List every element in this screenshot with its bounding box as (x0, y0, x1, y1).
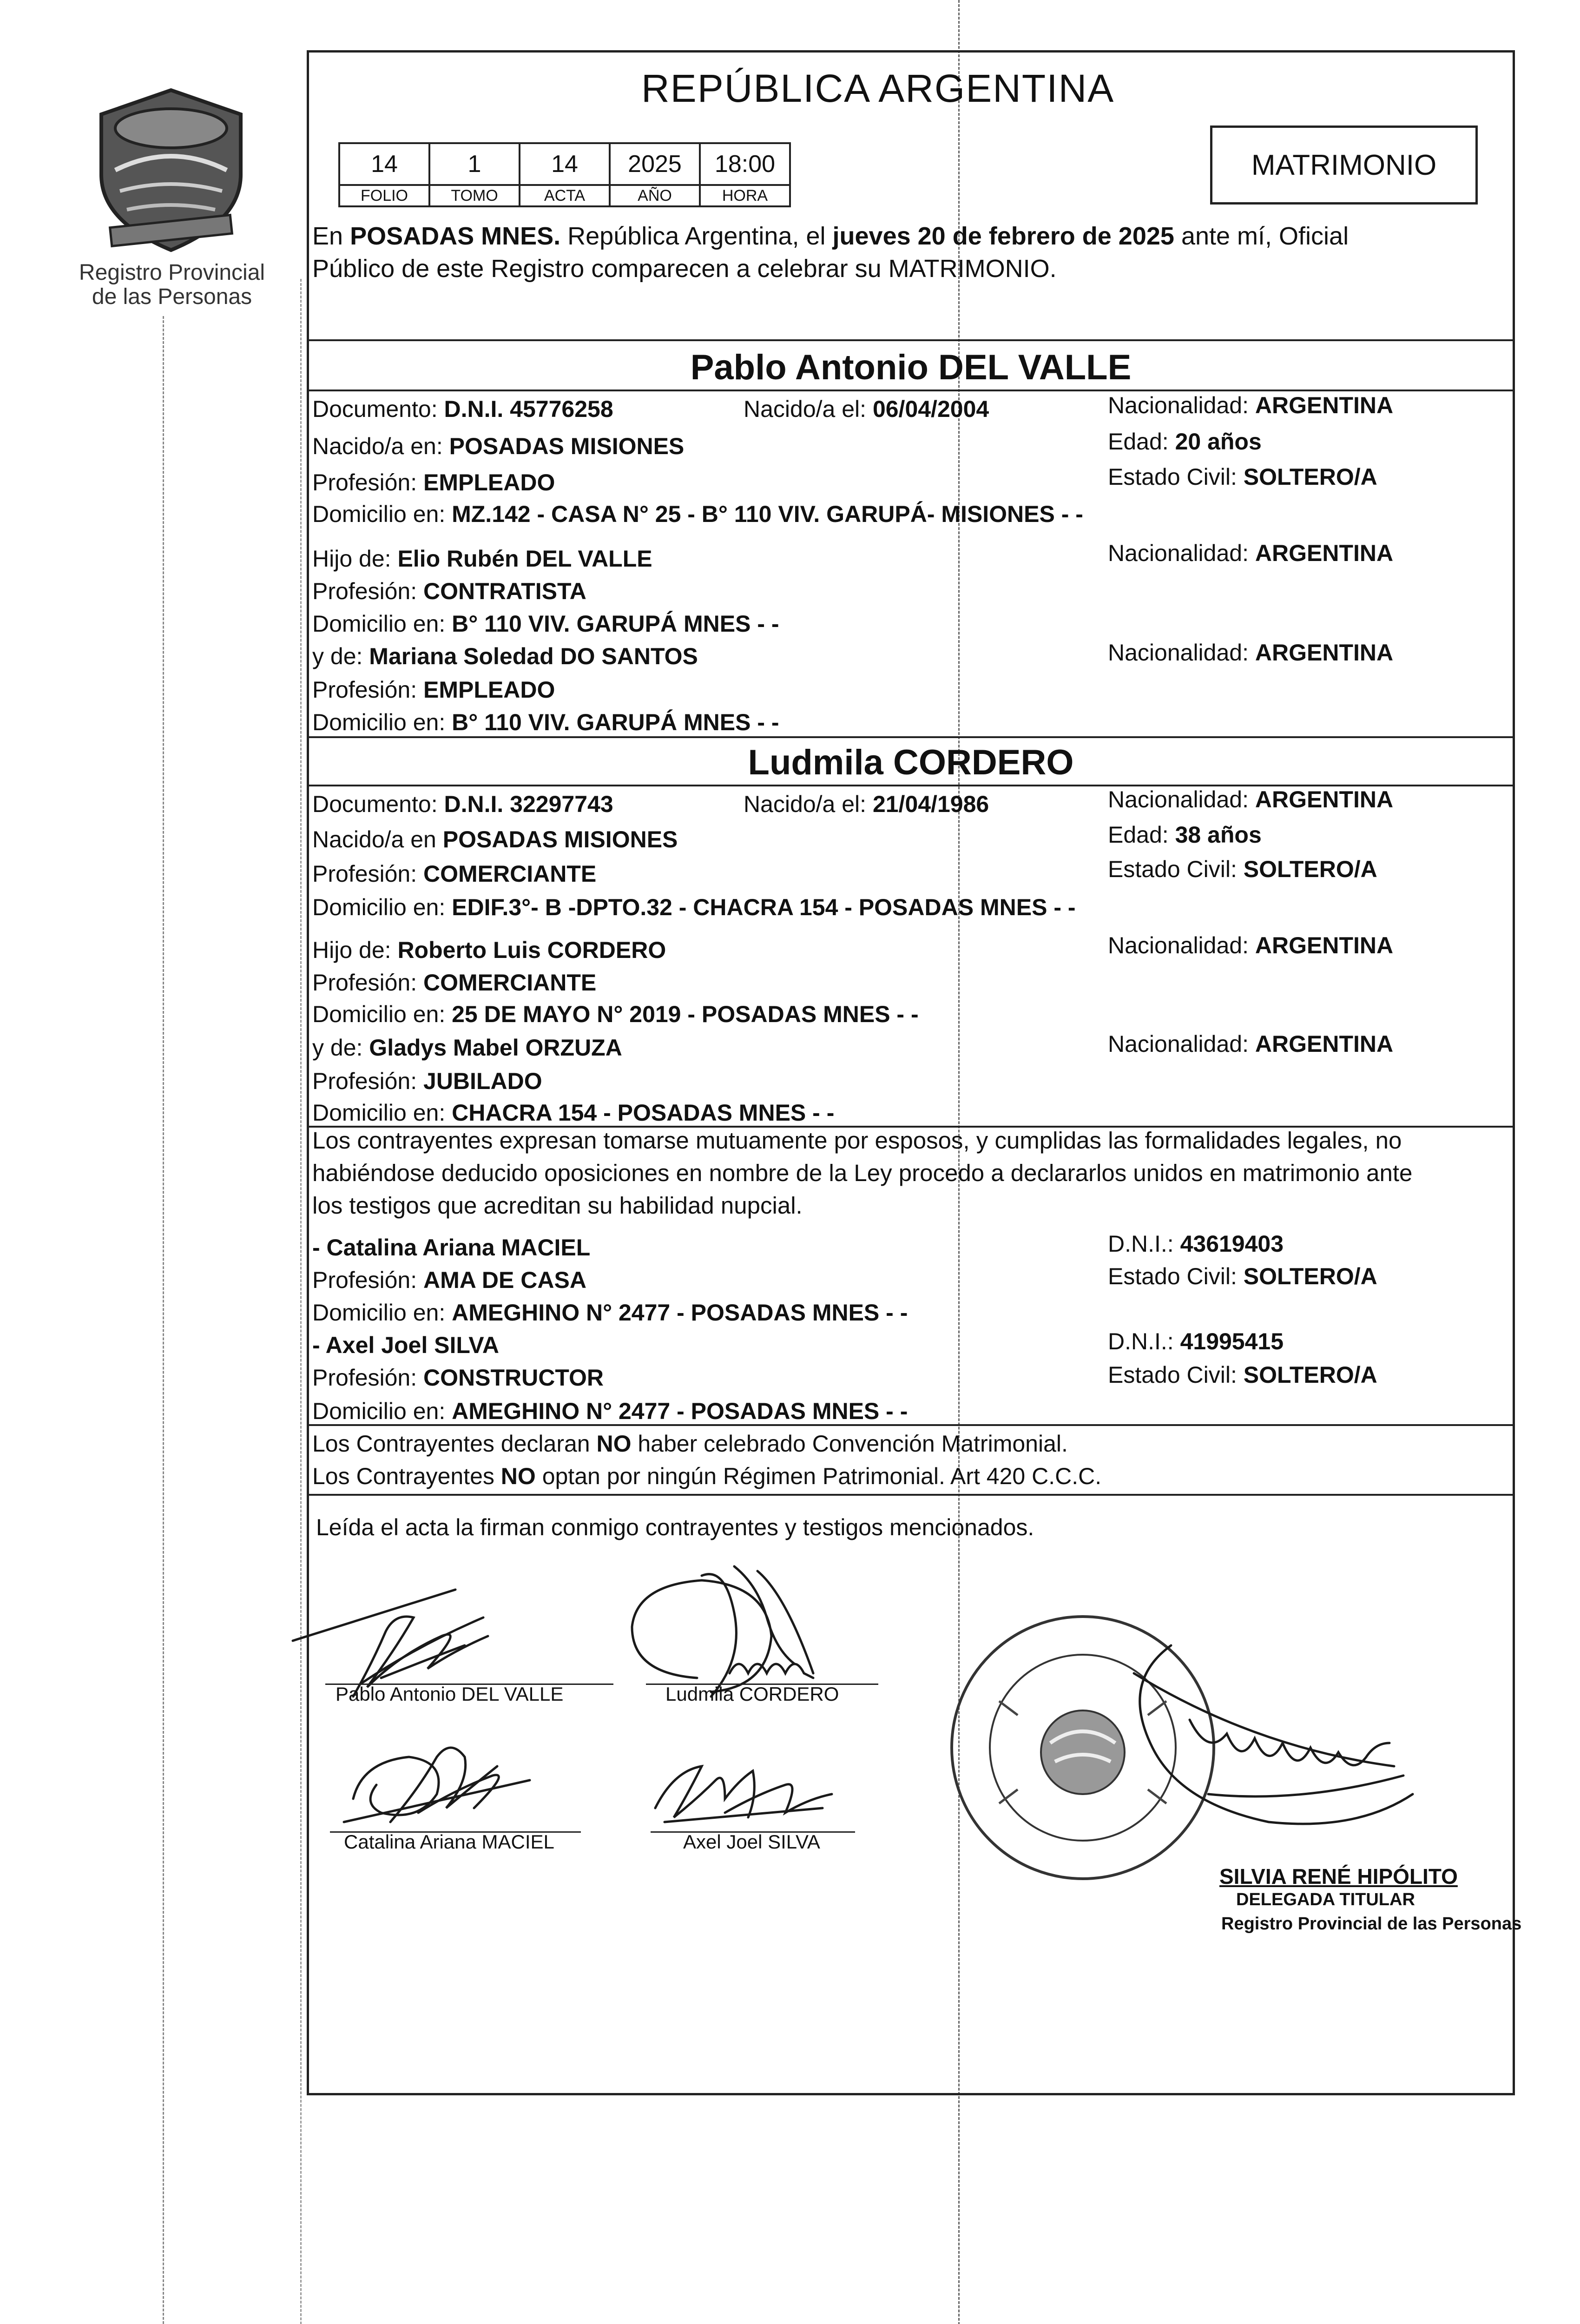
spouse2-addr: Domicilio en: EDIF.3°- B -DPTO.32 - CHACRA 154 - POSADAS MNES - - (312, 894, 1076, 920)
witness1-addr: Domicilio en: AMEGHINO N° 2477 - POSADAS MNES - - (312, 1300, 908, 1326)
witness2-name: - Axel Joel SILVA (312, 1332, 499, 1358)
official-office: Registro Provincial de las Personas (1221, 1914, 1522, 1934)
spouse1-birthplace: Nacido/a en: POSADAS MISIONES (312, 433, 685, 459)
margin-line-inner (300, 279, 302, 2324)
witness1-civil: Estado Civil: SOLTERO/A (1108, 1263, 1377, 1289)
spouse2-civil: Estado Civil: SOLTERO/A (1108, 856, 1377, 882)
spouse2-father-nat: Nacionalidad: ARGENTINA (1108, 932, 1394, 958)
witness2-prof: Profesión: CONSTRUCTOR (312, 1365, 604, 1391)
conventions-line1: Los Contrayentes declaran NO haber celebrado Convención Matrimonial. (312, 1431, 1068, 1457)
signature-witness2-icon (646, 1752, 841, 1836)
spouse2-mother-addr: Domicilio en: CHACRA 154 - POSADAS MNES - - (312, 1100, 835, 1126)
folio-value: 14 (339, 143, 429, 185)
spouse1-father: Hijo de: Elio Rubén DEL VALLE (312, 546, 652, 572)
divider-spouse2 (307, 736, 1515, 738)
spouse1-nat: Nacionalidad: ARGENTINA (1108, 392, 1394, 418)
declaration-line2: habiéndose deducido oposiciones en nombre de la Ley procedo a declararlos unidos en matrimonio ante (312, 1160, 1413, 1186)
witness1-dni: D.N.I.: 43619403 (1108, 1231, 1284, 1257)
spouse1-mother-prof: Profesión: EMPLEADO (312, 677, 555, 703)
acta-value: 14 (520, 143, 610, 185)
spouse2-prof: Profesión: COMERCIANTE (312, 861, 597, 887)
signature-caption-spouse2: Ludmila CORDERO (665, 1683, 839, 1705)
spouse1-born: Nacido/a el: 06/04/2004 (744, 396, 989, 422)
official-role: DELEGADA TITULAR (1236, 1890, 1415, 1909)
declaration-line1: Los contrayentes expresan tomarse mutuamente por esposos, y cumplidas las formalidades legales, no (312, 1127, 1402, 1154)
witness1-name: - Catalina Ariana MACIEL (312, 1235, 591, 1261)
spouse2-mother: y de: Gladys Mabel ORZUZA (312, 1035, 622, 1061)
closing-text: Leída el acta la firman conmigo contrayentes y testigos mencionados. (316, 1514, 1034, 1540)
spouse1-mother: y de: Mariana Soledad DO SANTOS (312, 643, 698, 669)
witness2-civil: Estado Civil: SOLTERO/A (1108, 1362, 1377, 1388)
spouse1-father-addr: Domicilio en: B° 110 VIV. GARUPÁ MNES - - (312, 611, 779, 637)
conventions-line2: Los Contrayentes NO optan por ningún Régimen Patrimonial. Art 420 C.C.C. (312, 1463, 1102, 1489)
folio-label: FOLIO (339, 185, 429, 206)
seal-caption-line2: de las Personas (92, 284, 252, 309)
tomo-label: TOMO (429, 185, 520, 206)
signature-caption-spouse1: Pablo Antonio DEL VALLE (336, 1683, 564, 1705)
spouse1-addr: Domicilio en: MZ.142 - CASA N° 25 - B° 110 VIV. GARUPÁ- MISIONES - - (312, 501, 1083, 527)
witness2-addr: Domicilio en: AMEGHINO N° 2477 - POSADAS MNES - - (312, 1398, 908, 1424)
spouse1-mother-nat: Nacionalidad: ARGENTINA (1108, 640, 1394, 666)
spouse2-father: Hijo de: Roberto Luis CORDERO (312, 937, 666, 963)
official-signature-icon (1115, 1627, 1441, 1887)
margin-line-left (163, 316, 164, 2324)
spouse2-birthplace: Nacido/a en POSADAS MISIONES (312, 826, 678, 852)
signature-witness1-icon (335, 1729, 548, 1836)
witness2-dni: D.N.I.: 41995415 (1108, 1328, 1284, 1354)
spouse1-father-prof: Profesión: CONTRATISTA (312, 578, 586, 604)
spouse1-prof: Profesión: EMPLEADO (312, 469, 555, 495)
spouse2-father-prof: Profesión: COMERCIANTE (312, 970, 597, 996)
signature-caption-witness2: Axel Joel SILVA (683, 1831, 820, 1853)
page-title: REPÚBLICA ARGENTINA (641, 66, 1115, 110)
spouse2-born: Nacido/a el: 21/04/1986 (744, 791, 989, 817)
spouse1-doc: Documento: D.N.I. 45776258 (312, 396, 613, 422)
anio-label: AÑO (610, 185, 700, 206)
act-type-box: MATRIMONIO (1210, 125, 1478, 205)
divider-conventions (307, 1424, 1515, 1426)
registry-table (338, 142, 791, 207)
hora-label: HORA (700, 185, 790, 206)
spouse2-name: Ludmila CORDERO (748, 743, 1074, 782)
spouse1-mother-addr: Domicilio en: B° 110 VIV. GARUPÁ MNES - - (312, 709, 779, 735)
intro-line1: En POSADAS MNES. República Argentina, el jueves 20 de febrero de 2025 ante mí, Oficial (312, 222, 1349, 250)
tomo-value: 1 (429, 143, 520, 185)
spouse1-age: Edad: 20 años (1108, 429, 1262, 455)
spouse2-age: Edad: 38 años (1108, 822, 1262, 848)
provincia-misiones-seal-icon (83, 82, 259, 258)
divider-spouse1 (307, 339, 1515, 341)
signature-caption-witness1: Catalina Ariana MACIEL (344, 1831, 554, 1853)
spouse2-nat: Nacionalidad: ARGENTINA (1108, 786, 1394, 812)
witness1-prof: Profesión: AMA DE CASA (312, 1267, 586, 1293)
intro-line2: Público de este Registro comparecen a celebrar su MATRIMONIO. (312, 255, 1057, 283)
spouse2-mother-nat: Nacionalidad: ARGENTINA (1108, 1031, 1394, 1057)
hora-value: 18:00 (700, 143, 790, 185)
spouse1-name: Pablo Antonio DEL VALLE (690, 348, 1132, 387)
declaration-line3: los testigos que acreditan su habilidad nupcial. (312, 1192, 803, 1219)
spouse2-mother-prof: Profesión: JUBILADO (312, 1068, 542, 1094)
seal-caption-line1: Registro Provincial (79, 260, 265, 285)
spouse2-father-addr: Domicilio en: 25 DE MAYO N° 2019 - POSADAS MNES - - (312, 1001, 919, 1027)
spouse1-civil: Estado Civil: SOLTERO/A (1108, 464, 1377, 490)
acta-label: ACTA (520, 185, 610, 206)
spouse2-doc: Documento: D.N.I. 32297743 (312, 791, 613, 817)
divider-closing (307, 1494, 1515, 1496)
official-name: SILVIA RENÉ HIPÓLITO (1219, 1864, 1458, 1888)
anio-value: 2025 (610, 143, 700, 185)
spouse1-father-nat: Nacionalidad: ARGENTINA (1108, 540, 1394, 566)
